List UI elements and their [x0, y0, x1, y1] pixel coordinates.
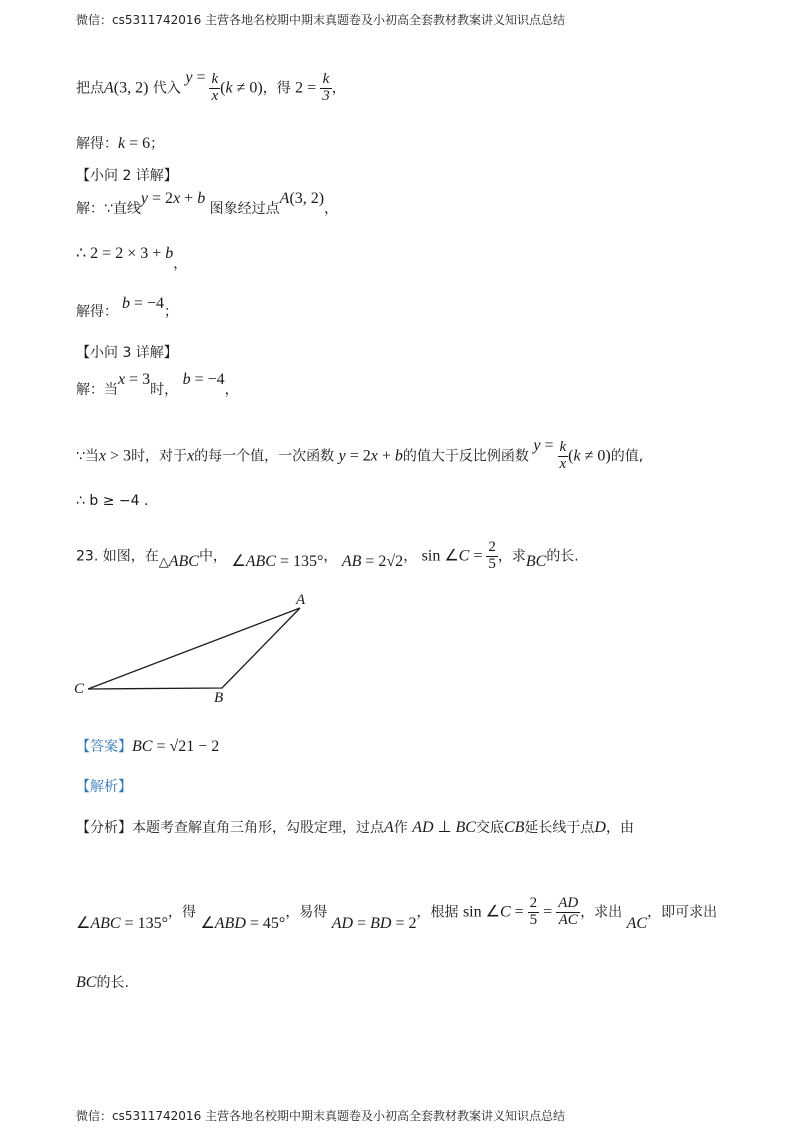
text: 时， — [150, 382, 179, 398]
question-23: 23. 如图，在△ABC中， ∠ABC = 135°， AB = 2√2， sin ∠C = $\frac{2}{5}$ ，求BC的长. — [76, 539, 579, 572]
text: 的长. — [546, 548, 579, 565]
solution-line-3: 解：∵直线y = 2x + b 图象经过点A(3, 2)， — [76, 190, 339, 217]
analysis-line-1: 【分析】本题考查解直角三角形，勾股定理，过点A作 AD ⊥ BC交底CB延长线于点D，由 — [76, 819, 634, 836]
text: 把点 — [76, 80, 104, 97]
text: ，得 — [262, 80, 291, 97]
text: 的值大于反比例函数 — [402, 448, 529, 465]
text: 交底 — [475, 820, 504, 836]
triangle-abc — [88, 608, 300, 689]
text: 延长线于点 — [524, 820, 595, 836]
text: 中， — [198, 548, 227, 565]
text: 的值, — [610, 448, 644, 465]
text: ，求出 — [580, 904, 623, 921]
text: ，根据 — [416, 904, 459, 921]
text: 解得： — [76, 136, 118, 152]
text: 解：当 — [76, 382, 118, 398]
solution-line-8: ∴ b ≥ −4 . — [76, 493, 149, 509]
text: 的长. — [96, 975, 129, 991]
solution-line-4: ∴ 2 = 2 × 3 + b， — [76, 245, 188, 272]
text: ，得 — [167, 904, 196, 921]
text: 解得： — [76, 304, 118, 320]
text: 23. 如图，在 — [76, 548, 159, 565]
subquestion-2-heading: 【小问 2 详解】 — [76, 168, 178, 184]
text: 作 — [393, 820, 408, 836]
answer-tag: 【答案】 — [76, 739, 132, 755]
text: ，易得 — [285, 904, 328, 921]
text: 解：∵直线 — [76, 201, 141, 217]
subquestion-3-heading: 【小问 3 详解】 — [76, 345, 178, 361]
text: ，即可求出 — [647, 904, 718, 921]
text: ∵当 — [76, 448, 99, 465]
analysis-line-3: BC的长. — [76, 974, 129, 991]
vertex-c-label: C — [74, 681, 85, 697]
analysis-line-2: ∠ABC = 135°，得 ∠ABD = 45°，易得 AD = BD = 2，根据 sin ∠C = $\frac{2}{5}$ = $\frac{AD}{AC}$ ，求出 AC，即可求出 — [76, 895, 718, 933]
text: 图象经过点 — [209, 201, 280, 217]
text: ，求 — [497, 548, 526, 565]
vertex-b-label: B — [214, 690, 224, 706]
page-header: 微信：cs5311742016 主营各地名校期中期末真题卷及小初高全套教材教案讲义知识点总结 — [76, 13, 566, 27]
analysis-tag: 【解析】 — [76, 779, 132, 795]
solution-line-1: 把点A(3, 2) 代入 y = $\frac{k}{x}$ (k ≠ 0)，得 2 = $\frac{k}{3}$ ， — [76, 69, 346, 104]
answer-line: 【答案】BC = √21 − 2 — [76, 738, 220, 755]
text: 【分析】本题考查解直角三角形，勾股定理，过点 — [76, 820, 384, 836]
text: ，由 — [605, 820, 634, 836]
text: 时，对于 — [131, 448, 188, 465]
solution-line-7: ∵当x > 3时，对于x的每一个值，一次函数 y = 2x + b的值大于反比例函数 y = $\frac{k}{x}$ (k ≠ 0)的值, — [76, 437, 644, 472]
solution-line-6: 解：当x = 3时， b = −4， — [76, 371, 239, 398]
page-footer: 微信：cs5311742016 主营各地名校期中期末真题卷及小初高全套教材教案讲义知识点总结 — [76, 1109, 566, 1123]
solution-line-5: 解得： b = −4； — [76, 295, 179, 320]
vertex-a-label: A — [296, 592, 306, 608]
solution-line-2: 解得：k = 6； — [76, 135, 165, 152]
text: 代入 — [152, 80, 181, 97]
text: 的每一个值，一次函数 — [194, 448, 335, 465]
